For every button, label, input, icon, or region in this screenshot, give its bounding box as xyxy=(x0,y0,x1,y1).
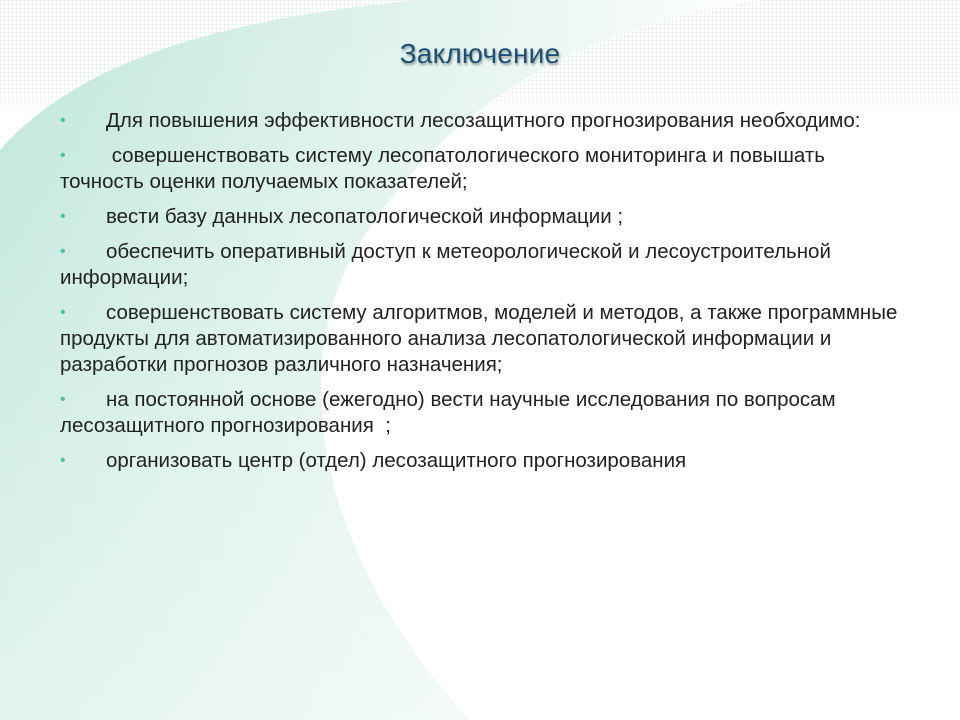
list-item-text: на постоянной основе (ежегодно) вести научные исследования по вопросам лесозащитного прогнозирования ; xyxy=(60,388,848,437)
list-item xyxy=(60,448,900,474)
list-item-text: организовать центр (отдел) лесозащитного прогнозирования xyxy=(106,449,687,472)
list-item-text: совершенствовать систему алгоритмов, моделей и методов, а также программные продукты для автоматизированного анализа лесопатологической информации и разработки прогнозов различного назначения; xyxy=(60,301,898,376)
list-item-text: совершенствовать систему лесопатологического мониторинга и повышать точность оценки получаемых показателей; xyxy=(60,144,831,193)
list-item xyxy=(60,108,900,134)
bullet-icon: • xyxy=(60,452,66,469)
bullet-icon: • xyxy=(60,304,66,321)
list-item xyxy=(60,143,900,195)
list-item-text: вести базу данных лесопатологической информации ; xyxy=(106,205,624,228)
bullet-icon: • xyxy=(60,112,66,129)
list-item xyxy=(60,239,900,291)
list-item xyxy=(60,204,900,230)
bullet-icon: • xyxy=(60,208,66,225)
list-item-text: Для повышения эффективности лесозащитного прогнозирования необходимо: xyxy=(106,109,861,132)
list-item xyxy=(60,387,900,439)
bullet-icon: • xyxy=(60,391,66,408)
slide-title: Заключение xyxy=(399,38,561,69)
bullet-icon: • xyxy=(60,243,66,260)
bullet-icon: • xyxy=(60,147,66,164)
bullet-list xyxy=(60,108,900,483)
list-item-text: обеспечить оперативный доступ к метеорологической и лесоустроительной информации; xyxy=(60,240,831,289)
list-item xyxy=(60,300,900,378)
